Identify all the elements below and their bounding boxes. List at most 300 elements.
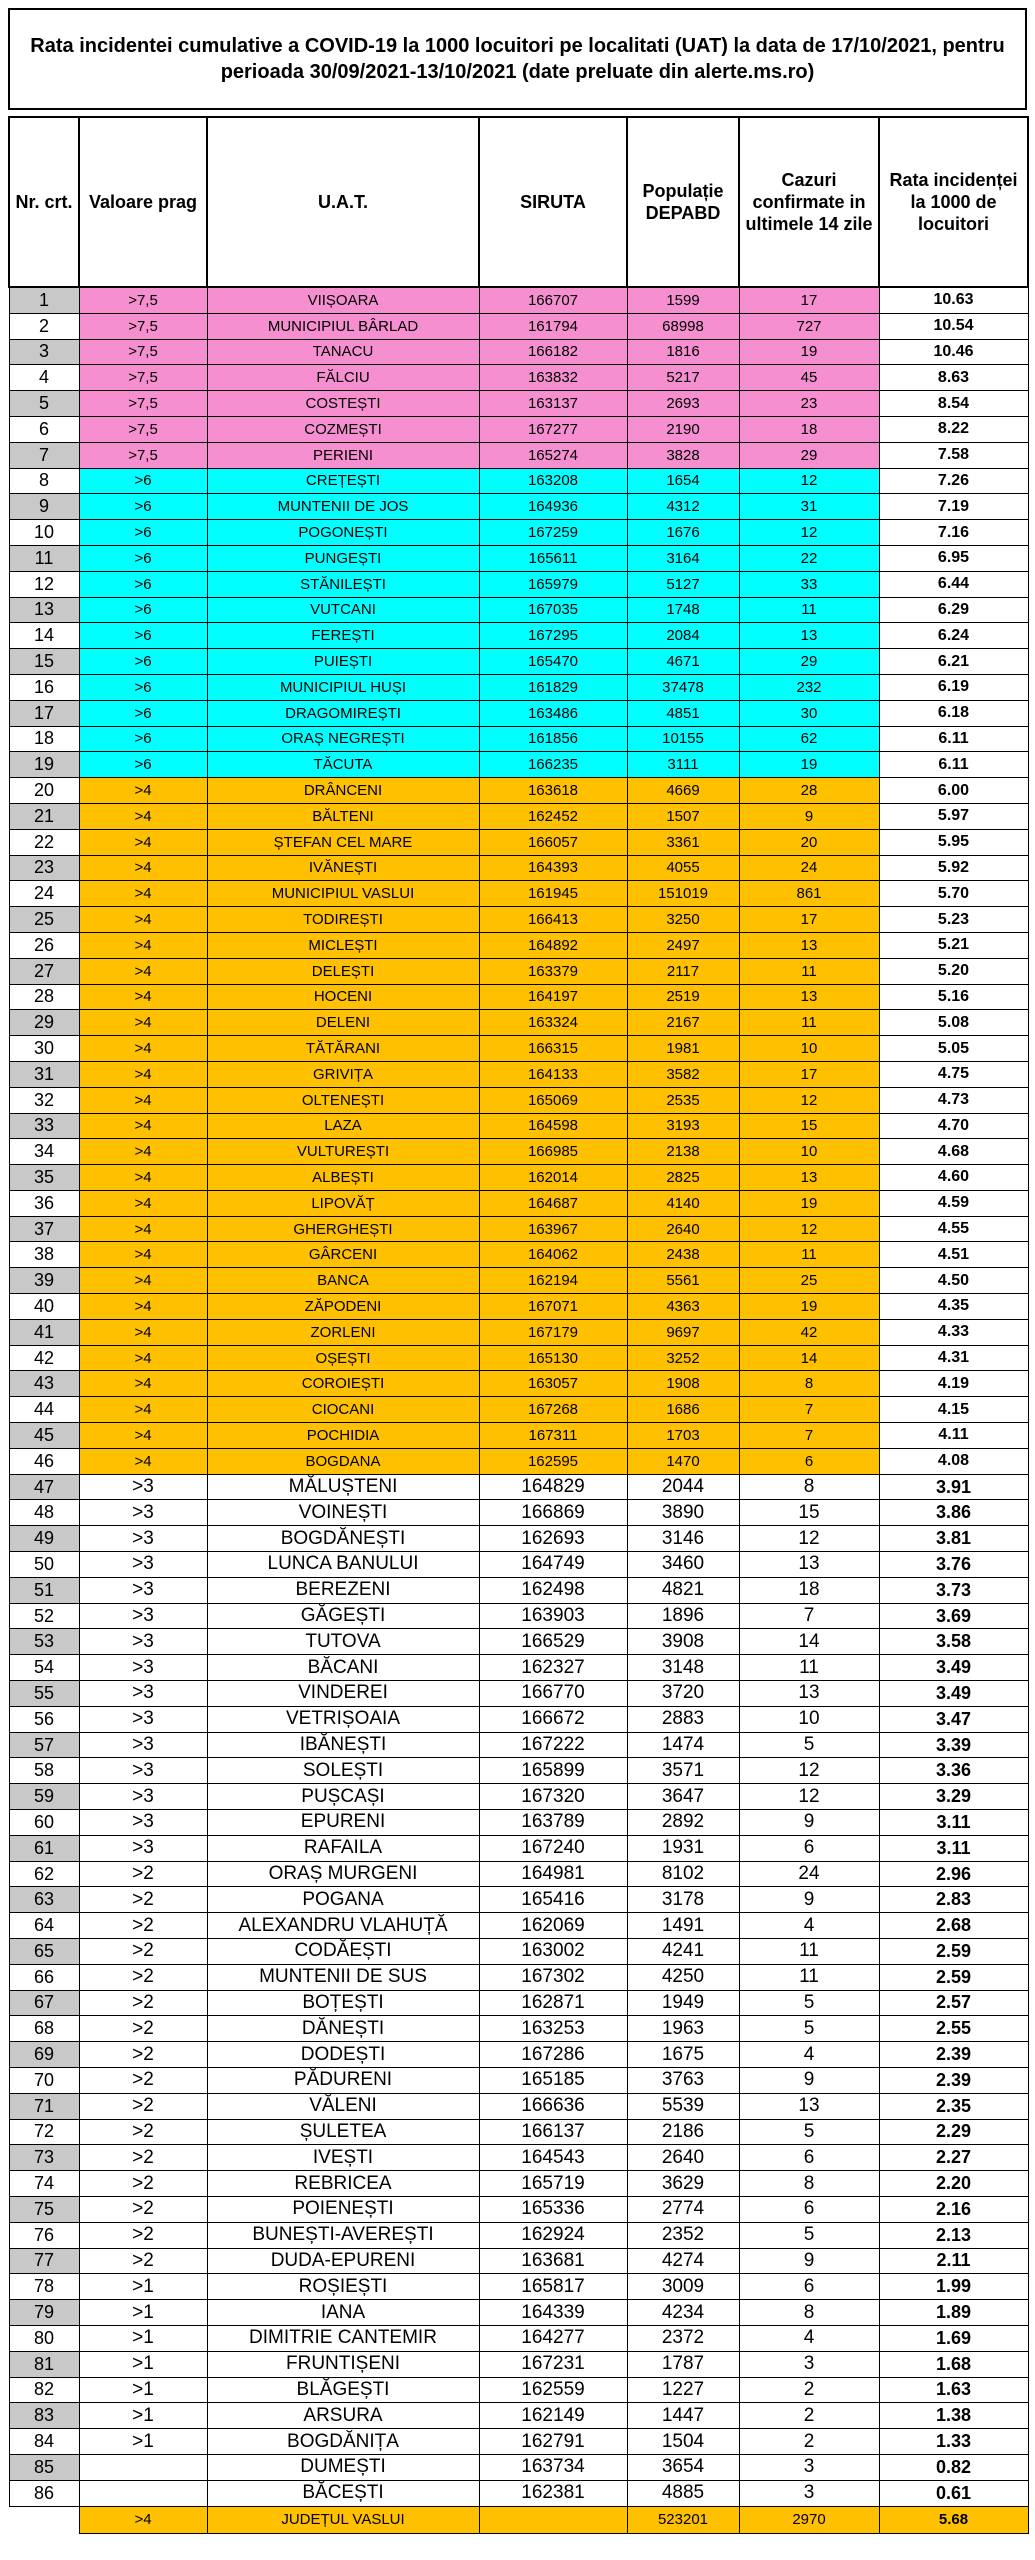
- table-row: [9, 365, 1028, 391]
- row-siruta: 162069: [479, 1913, 627, 1939]
- row-prag: >3: [79, 1500, 207, 1526]
- row-cazuri: 9: [739, 803, 879, 829]
- row-prag: >2: [79, 1887, 207, 1913]
- row-cazuri: 30: [739, 700, 879, 726]
- row-cazuri: 11: [739, 958, 879, 984]
- table-row: [9, 1371, 1028, 1397]
- row-cazuri: 18: [739, 416, 879, 442]
- row-pop: 1676: [627, 520, 739, 546]
- row-siruta: 167259: [479, 520, 627, 546]
- table-row: [9, 1526, 1028, 1552]
- row-uat: MUNICIPIUL HUȘI: [207, 674, 479, 700]
- row-uat: VUTCANI: [207, 597, 479, 623]
- row-cazuri: 13: [739, 2093, 879, 2119]
- row-cazuri: 2: [739, 2403, 879, 2429]
- row-uat: TODIREȘTI: [207, 907, 479, 933]
- table-row: [9, 494, 1028, 520]
- row-prag: [79, 2454, 207, 2480]
- row-uat: LIPOVĂȚ: [207, 1190, 479, 1216]
- row-siruta: 163208: [479, 468, 627, 494]
- row-pop: 3361: [627, 829, 739, 855]
- row-nr: 44: [9, 1397, 79, 1423]
- row-pop: 1787: [627, 2351, 739, 2377]
- row-nr: 55: [9, 1681, 79, 1707]
- row-pop: 3647: [627, 1784, 739, 1810]
- row-prag: >4: [79, 1397, 207, 1423]
- table-row: [9, 623, 1028, 649]
- row-siruta: 166413: [479, 907, 627, 933]
- row-uat: OȘEȘTI: [207, 1345, 479, 1371]
- row-rata: 6.19: [879, 674, 1028, 700]
- row-pop: 3009: [627, 2274, 739, 2300]
- row-uat: DELENI: [207, 1010, 479, 1036]
- row-nr: 67: [9, 1990, 79, 2016]
- row-siruta: 162595: [479, 1448, 627, 1474]
- row-nr: 13: [9, 597, 79, 623]
- row-pop: 3148: [627, 1655, 739, 1681]
- row-nr: 38: [9, 1242, 79, 1268]
- row-uat: GĂGEȘTI: [207, 1603, 479, 1629]
- row-pop: 3828: [627, 442, 739, 468]
- row-prag: >3: [79, 1681, 207, 1707]
- row-siruta: 165611: [479, 545, 627, 571]
- row-prag: >3: [79, 1552, 207, 1578]
- table-row: [9, 520, 1028, 546]
- row-uat: GHERGHEȘTI: [207, 1216, 479, 1242]
- row-pop: 1447: [627, 2403, 739, 2429]
- row-cazuri: 5: [739, 2016, 879, 2042]
- row-cazuri: 18: [739, 1577, 879, 1603]
- row-pop: 2519: [627, 984, 739, 1010]
- row-uat: PERIENI: [207, 442, 479, 468]
- row-nr: 22: [9, 829, 79, 855]
- row-uat: BOGDANA: [207, 1448, 479, 1474]
- row-pop: 4250: [627, 1964, 739, 1990]
- row-cazuri: 19: [739, 752, 879, 778]
- row-rata: 3.81: [879, 1526, 1028, 1552]
- row-cazuri: 62: [739, 726, 879, 752]
- row-prag: >6: [79, 494, 207, 520]
- row-prag: >2: [79, 2067, 207, 2093]
- table-row: [9, 1061, 1028, 1087]
- row-cazuri: 5: [739, 2222, 879, 2248]
- table-row: [9, 1913, 1028, 1939]
- row-rata: 4.70: [879, 1113, 1028, 1139]
- row-nr: 73: [9, 2145, 79, 2171]
- row-rata: 3.76: [879, 1552, 1028, 1578]
- table-row: [9, 2480, 1028, 2506]
- row-nr: 18: [9, 726, 79, 752]
- row-nr: 62: [9, 1861, 79, 1887]
- row-nr: 15: [9, 649, 79, 675]
- row-pop: 9697: [627, 1319, 739, 1345]
- row-rata: 6.44: [879, 571, 1028, 597]
- row-cazuri: 6: [739, 2274, 879, 2300]
- row-nr: 76: [9, 2222, 79, 2248]
- row-cazuri: 15: [739, 1113, 879, 1139]
- row-rata: 10.54: [879, 313, 1028, 339]
- row-nr: 50: [9, 1552, 79, 1578]
- row-siruta: 161829: [479, 674, 627, 700]
- row-prag: >6: [79, 545, 207, 571]
- row-cazuri: 9: [739, 1887, 879, 1913]
- row-pop: 2372: [627, 2325, 739, 2351]
- row-cazuri: 6: [739, 2145, 879, 2171]
- row-cazuri: 7: [739, 1397, 879, 1423]
- row-uat: POGANA: [207, 1887, 479, 1913]
- row-siruta: 167320: [479, 1784, 627, 1810]
- total-siruta: [479, 2506, 627, 2533]
- row-nr: 35: [9, 1165, 79, 1191]
- row-uat: TUTOVA: [207, 1629, 479, 1655]
- row-rata: 10.46: [879, 339, 1028, 365]
- row-cazuri: 9: [739, 1810, 879, 1836]
- row-pop: 68998: [627, 313, 739, 339]
- row-siruta: 165899: [479, 1758, 627, 1784]
- row-nr: 75: [9, 2196, 79, 2222]
- row-nr: 19: [9, 752, 79, 778]
- row-siruta: 163486: [479, 700, 627, 726]
- row-rata: 1.33: [879, 2429, 1028, 2455]
- table-row: [9, 1190, 1028, 1216]
- table-row: [9, 1139, 1028, 1165]
- row-rata: 5.70: [879, 881, 1028, 907]
- row-siruta: 162924: [479, 2222, 627, 2248]
- row-rata: 2.27: [879, 2145, 1028, 2171]
- row-prag: >4: [79, 1448, 207, 1474]
- row-uat: ORAȘ MURGENI: [207, 1861, 479, 1887]
- table-row: [9, 1887, 1028, 1913]
- row-siruta: 162559: [479, 2377, 627, 2403]
- row-uat: DODEȘTI: [207, 2042, 479, 2068]
- row-prag: >4: [79, 932, 207, 958]
- row-nr: 79: [9, 2300, 79, 2326]
- table-row: [9, 287, 1028, 313]
- row-prag: >2: [79, 2016, 207, 2042]
- row-cazuri: 2: [739, 2377, 879, 2403]
- row-pop: 8102: [627, 1861, 739, 1887]
- row-siruta: 164197: [479, 984, 627, 1010]
- row-rata: 5.20: [879, 958, 1028, 984]
- table-row: [9, 391, 1028, 417]
- header-cazuri: Cazuri confirmate in ultimele 14 zile: [739, 117, 879, 287]
- row-cazuri: 4: [739, 1913, 879, 1939]
- row-nr: 66: [9, 1964, 79, 1990]
- row-siruta: 164339: [479, 2300, 627, 2326]
- row-pop: 1981: [627, 1036, 739, 1062]
- row-rata: 6.21: [879, 649, 1028, 675]
- row-rata: 4.75: [879, 1061, 1028, 1087]
- row-rata: 2.39: [879, 2042, 1028, 2068]
- table-row: [9, 571, 1028, 597]
- row-pop: 2693: [627, 391, 739, 417]
- row-siruta: 164393: [479, 855, 627, 881]
- row-nr: 77: [9, 2248, 79, 2274]
- table-row: [9, 1345, 1028, 1371]
- row-uat: PUIEȘTI: [207, 649, 479, 675]
- row-uat: MUNTENII DE JOS: [207, 494, 479, 520]
- row-uat: DRÂNCENI: [207, 778, 479, 804]
- row-cazuri: 8: [739, 2171, 879, 2197]
- row-siruta: 164133: [479, 1061, 627, 1087]
- row-nr: 61: [9, 1835, 79, 1861]
- table-row: [9, 1552, 1028, 1578]
- row-prag: >6: [79, 649, 207, 675]
- row-cazuri: 24: [739, 855, 879, 881]
- row-pop: 2497: [627, 932, 739, 958]
- row-rata: 1.68: [879, 2351, 1028, 2377]
- table-row: [9, 2067, 1028, 2093]
- row-prag: >3: [79, 1732, 207, 1758]
- row-nr: 54: [9, 1655, 79, 1681]
- row-siruta: 162327: [479, 1655, 627, 1681]
- row-rata: 8.54: [879, 391, 1028, 417]
- row-cazuri: 9: [739, 2248, 879, 2274]
- row-rata: 3.69: [879, 1603, 1028, 1629]
- row-uat: DUMEȘTI: [207, 2454, 479, 2480]
- row-cazuri: 14: [739, 1629, 879, 1655]
- row-siruta: 163324: [479, 1010, 627, 1036]
- table-row: [9, 2119, 1028, 2145]
- table-row: [9, 2016, 1028, 2042]
- table-row: [9, 1423, 1028, 1449]
- row-rata: 3.39: [879, 1732, 1028, 1758]
- row-nr: 8: [9, 468, 79, 494]
- table-row: [9, 1655, 1028, 1681]
- row-prag: >6: [79, 726, 207, 752]
- header-populatie: Populație DEPABD: [627, 117, 739, 287]
- row-uat: PUNGEȘTI: [207, 545, 479, 571]
- row-pop: 1748: [627, 597, 739, 623]
- row-siruta: 162014: [479, 1165, 627, 1191]
- row-rata: 5.08: [879, 1010, 1028, 1036]
- row-siruta: 161856: [479, 726, 627, 752]
- document-title: [8, 8, 1027, 110]
- row-nr: 81: [9, 2351, 79, 2377]
- row-pop: 5539: [627, 2093, 739, 2119]
- row-rata: 4.11: [879, 1423, 1028, 1449]
- table-row: [9, 1629, 1028, 1655]
- row-rata: 6.95: [879, 545, 1028, 571]
- row-rata: 0.61: [879, 2480, 1028, 2506]
- table-row: [9, 1474, 1028, 1500]
- row-pop: 1491: [627, 1913, 739, 1939]
- row-prag: >7,5: [79, 313, 207, 339]
- row-prag: >4: [79, 1242, 207, 1268]
- table-row: [9, 1268, 1028, 1294]
- row-uat: FEREȘTI: [207, 623, 479, 649]
- total-prag: >4: [79, 2506, 207, 2533]
- row-pop: 4671: [627, 649, 739, 675]
- row-prag: >7,5: [79, 287, 207, 313]
- row-siruta: 166672: [479, 1706, 627, 1732]
- row-uat: ORAȘ NEGREȘTI: [207, 726, 479, 752]
- row-prag: >6: [79, 571, 207, 597]
- row-rata: 4.50: [879, 1268, 1028, 1294]
- row-prag: >1: [79, 2325, 207, 2351]
- table-row: [9, 1448, 1028, 1474]
- row-uat: ȘULETEA: [207, 2119, 479, 2145]
- row-prag: >3: [79, 1706, 207, 1732]
- row-rata: 2.59: [879, 1939, 1028, 1965]
- row-prag: >4: [79, 1371, 207, 1397]
- incidence-table: [8, 116, 1029, 2534]
- row-cazuri: 7: [739, 1423, 879, 1449]
- table-row: [9, 1810, 1028, 1836]
- row-siruta: 163253: [479, 2016, 627, 2042]
- header-row: [9, 117, 1028, 287]
- row-cazuri: 10: [739, 1706, 879, 1732]
- row-rata: 0.82: [879, 2454, 1028, 2480]
- row-rata: 1.89: [879, 2300, 1028, 2326]
- row-nr: 25: [9, 907, 79, 933]
- table-row: [9, 1758, 1028, 1784]
- row-pop: 4851: [627, 700, 739, 726]
- row-siruta: 163832: [479, 365, 627, 391]
- row-pop: 1507: [627, 803, 739, 829]
- row-pop: 1504: [627, 2429, 739, 2455]
- row-rata: 3.49: [879, 1655, 1028, 1681]
- table-row: [9, 545, 1028, 571]
- row-uat: VĂLENI: [207, 2093, 479, 2119]
- row-prag: >4: [79, 907, 207, 933]
- row-uat: OLTENEȘTI: [207, 1087, 479, 1113]
- row-prag: >2: [79, 2042, 207, 2068]
- row-prag: >7,5: [79, 416, 207, 442]
- table-row: [9, 2454, 1028, 2480]
- table-row: [9, 2403, 1028, 2429]
- row-rata: 4.15: [879, 1397, 1028, 1423]
- row-pop: 1931: [627, 1835, 739, 1861]
- row-cazuri: 45: [739, 365, 879, 391]
- row-rata: 6.18: [879, 700, 1028, 726]
- row-cazuri: 3: [739, 2454, 879, 2480]
- row-siruta: 162149: [479, 2403, 627, 2429]
- row-prag: >4: [79, 1139, 207, 1165]
- row-nr: 69: [9, 2042, 79, 2068]
- row-prag: >4: [79, 1423, 207, 1449]
- row-rata: 5.97: [879, 803, 1028, 829]
- row-siruta: 167222: [479, 1732, 627, 1758]
- table-row: [9, 1784, 1028, 1810]
- row-uat: HOCENI: [207, 984, 479, 1010]
- row-cazuri: 9: [739, 2067, 879, 2093]
- row-pop: 3460: [627, 1552, 739, 1578]
- row-prag: >3: [79, 1835, 207, 1861]
- row-siruta: 167286: [479, 2042, 627, 2068]
- row-prag: >4: [79, 778, 207, 804]
- row-pop: 5217: [627, 365, 739, 391]
- row-prag: >4: [79, 1061, 207, 1087]
- row-pop: 4821: [627, 1577, 739, 1603]
- table-row: [9, 726, 1028, 752]
- row-cazuri: 12: [739, 1784, 879, 1810]
- row-siruta: 163057: [479, 1371, 627, 1397]
- row-prag: >1: [79, 2429, 207, 2455]
- row-uat: ROȘIEȘTI: [207, 2274, 479, 2300]
- row-siruta: 165185: [479, 2067, 627, 2093]
- row-pop: 2640: [627, 2145, 739, 2171]
- row-siruta: 161945: [479, 881, 627, 907]
- row-cazuri: 12: [739, 1216, 879, 1242]
- row-rata: 5.16: [879, 984, 1028, 1010]
- row-nr: 83: [9, 2403, 79, 2429]
- row-rata: 4.08: [879, 1448, 1028, 1474]
- row-uat: RAFAILA: [207, 1835, 479, 1861]
- row-nr: 21: [9, 803, 79, 829]
- row-cazuri: 11: [739, 1242, 879, 1268]
- row-siruta: 164749: [479, 1552, 627, 1578]
- table-row: [9, 829, 1028, 855]
- row-pop: 2825: [627, 1165, 739, 1191]
- row-pop: 151019: [627, 881, 739, 907]
- row-nr: 39: [9, 1268, 79, 1294]
- header-nr: Nr. crt.: [9, 117, 79, 287]
- row-cazuri: 5: [739, 1732, 879, 1758]
- header-uat: U.A.T.: [207, 117, 479, 287]
- row-prag: >2: [79, 1861, 207, 1887]
- row-prag: >3: [79, 1758, 207, 1784]
- row-rata: 3.73: [879, 1577, 1028, 1603]
- row-siruta: 163002: [479, 1939, 627, 1965]
- row-uat: COSTEȘTI: [207, 391, 479, 417]
- row-cazuri: 17: [739, 287, 879, 313]
- row-uat: POGONEȘTI: [207, 520, 479, 546]
- row-nr: 32: [9, 1087, 79, 1113]
- row-rata: 2.16: [879, 2196, 1028, 2222]
- row-cazuri: 6: [739, 2196, 879, 2222]
- row-siruta: 164981: [479, 1861, 627, 1887]
- row-siruta: 165470: [479, 649, 627, 675]
- row-prag: >1: [79, 2403, 207, 2429]
- row-siruta: 167071: [479, 1294, 627, 1320]
- row-uat: IVEȘTI: [207, 2145, 479, 2171]
- header-siruta: SIRUTA: [479, 117, 627, 287]
- table-row: [9, 2274, 1028, 2300]
- row-uat: FRUNTIȘENI: [207, 2351, 479, 2377]
- row-nr: 85: [9, 2454, 79, 2480]
- row-prag: >4: [79, 1036, 207, 1062]
- row-rata: 3.86: [879, 1500, 1028, 1526]
- row-siruta: 164277: [479, 2325, 627, 2351]
- row-rata: 4.60: [879, 1165, 1028, 1191]
- row-siruta: 165979: [479, 571, 627, 597]
- row-prag: >1: [79, 2377, 207, 2403]
- row-siruta: 165130: [479, 1345, 627, 1371]
- row-siruta: 167311: [479, 1423, 627, 1449]
- row-prag: >3: [79, 1655, 207, 1681]
- row-pop: 1703: [627, 1423, 739, 1449]
- row-siruta: 164829: [479, 1474, 627, 1500]
- row-prag: >1: [79, 2300, 207, 2326]
- row-nr: 74: [9, 2171, 79, 2197]
- table-row: [9, 649, 1028, 675]
- row-rata: 3.91: [879, 1474, 1028, 1500]
- row-prag: >4: [79, 1087, 207, 1113]
- row-nr: 43: [9, 1371, 79, 1397]
- row-prag: >2: [79, 2171, 207, 2197]
- row-siruta: 165719: [479, 2171, 627, 2197]
- row-pop: 2640: [627, 1216, 739, 1242]
- row-uat: VETRIȘOAIA: [207, 1706, 479, 1732]
- row-nr: 2: [9, 313, 79, 339]
- row-rata: 6.24: [879, 623, 1028, 649]
- row-cazuri: 5: [739, 2119, 879, 2145]
- row-rata: 7.58: [879, 442, 1028, 468]
- row-pop: 2892: [627, 1810, 739, 1836]
- row-pop: 4669: [627, 778, 739, 804]
- row-nr: 59: [9, 1784, 79, 1810]
